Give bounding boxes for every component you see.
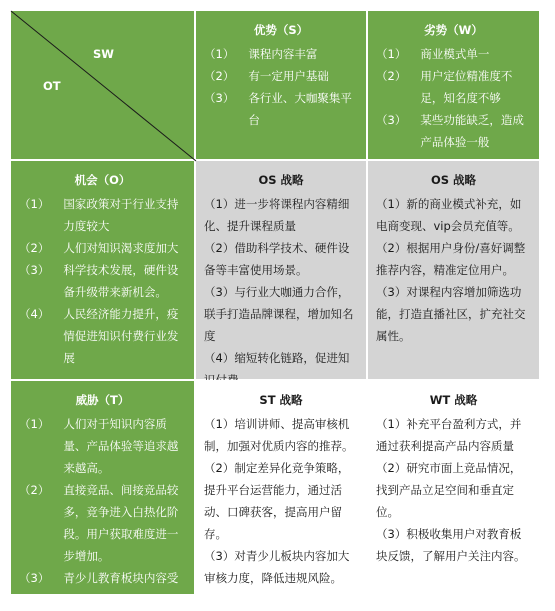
list-item: （3）积极收集用户对教育板块反馈，了解用户关注内容。 xyxy=(376,527,526,563)
opportunities-title: 机会（O） xyxy=(74,173,131,187)
list-item: （1） 商业模式单一 xyxy=(376,47,490,61)
opportunities-cell xyxy=(10,160,195,380)
wt-strategy-cell xyxy=(367,380,540,595)
list-item: （3）与行业大咖通力合作，联手打造品牌课程，增加知名度 xyxy=(204,285,354,343)
swot-table xyxy=(10,10,540,607)
sw-label: SW xyxy=(93,47,114,61)
list-item: （1） 国家政策对于行业支持力度较大 xyxy=(19,197,179,233)
wo-strategy-cell xyxy=(367,160,540,380)
list-item: （2）根据用户身份/喜好调整推荐内容，精准定位用户。 xyxy=(376,241,526,277)
st-strategy-cell xyxy=(195,380,367,595)
list-item: （1）培训讲师、提高审核机制，加强对优质内容的推荐。 xyxy=(204,417,354,453)
list-item: （3） 青少儿教育板块内容受政策影响大 xyxy=(19,571,179,607)
ot-label: OT xyxy=(43,79,61,93)
so-strategy-cell xyxy=(195,160,367,380)
list-item: （2） 用户定位精准度不足，知名度不够 xyxy=(376,69,513,105)
list-item: （4） 人民经济能力提升，疫情促进知识付费行业发展 xyxy=(19,307,179,365)
so-title: OS 战略 xyxy=(258,173,304,187)
wo-title: OS 战略 xyxy=(430,173,477,187)
list-item: （1）进一步将课程内容精细化、提升课程质量 xyxy=(204,197,350,233)
st-title: ST 战略 xyxy=(259,393,303,407)
strengths-cell xyxy=(195,10,367,160)
list-item: （1）新的商业模式补充，如电商变现、vip会员充值等。 xyxy=(376,197,522,233)
weaknesses-cell xyxy=(367,10,540,160)
threats-cell xyxy=(10,380,195,607)
threats-title: 威胁（T） xyxy=(75,393,130,407)
list-item: （2） 直接竞品、间接竞品较多，竞争进入白热化阶段。用户获取难度进一步增加。 xyxy=(19,483,179,563)
list-item: （2）制定差异化竞争策略，提升平台运营能力，通过活动、口碑获客，提高用户留存。 xyxy=(204,461,350,541)
strengths-title: 优势（S） xyxy=(253,23,309,37)
list-item: （3） 科学技术发展，硬件设备升级带来新机会。 xyxy=(19,263,179,299)
list-item: （2） 有一定用户基础 xyxy=(204,69,329,83)
list-item: （1） 课程内容丰富 xyxy=(204,47,318,61)
list-item: （4）缩短转化链路，促进知 xyxy=(204,351,350,365)
list-item: （3） 某些功能缺乏，造成产品体验一般 xyxy=(376,113,524,149)
list-item: （1）补充平台盈利方式，并通过获利提高产品内容质量 xyxy=(376,417,522,453)
list-item: （3）对课程内容增加筛选功能，打造直播社区，扩充社交属性。 xyxy=(376,285,526,343)
list-item: （2）研究市面上竞品情况，找到产品立足空间和垂直定位。 xyxy=(376,461,522,519)
corner-cell xyxy=(10,10,195,160)
list-item: （2） 人们对知识渴求度加大 xyxy=(19,241,179,255)
list-item: （2）借助科学技术、硬件设备等丰富使用场景。 xyxy=(204,241,350,277)
diagonal-divider xyxy=(11,11,196,161)
weaknesses-title: 劣势（W） xyxy=(424,23,483,37)
list-item: （3） 各行业、大咖聚集平台 xyxy=(204,91,352,127)
wt-title: WT 战略 xyxy=(429,393,478,407)
list-item: （3）对青少儿板块内容加大审核力度，降低违规风险。 xyxy=(204,549,350,585)
list-item: （1） 人们对于知识内容质量、产品体验等追求越来越高。 xyxy=(19,417,179,475)
